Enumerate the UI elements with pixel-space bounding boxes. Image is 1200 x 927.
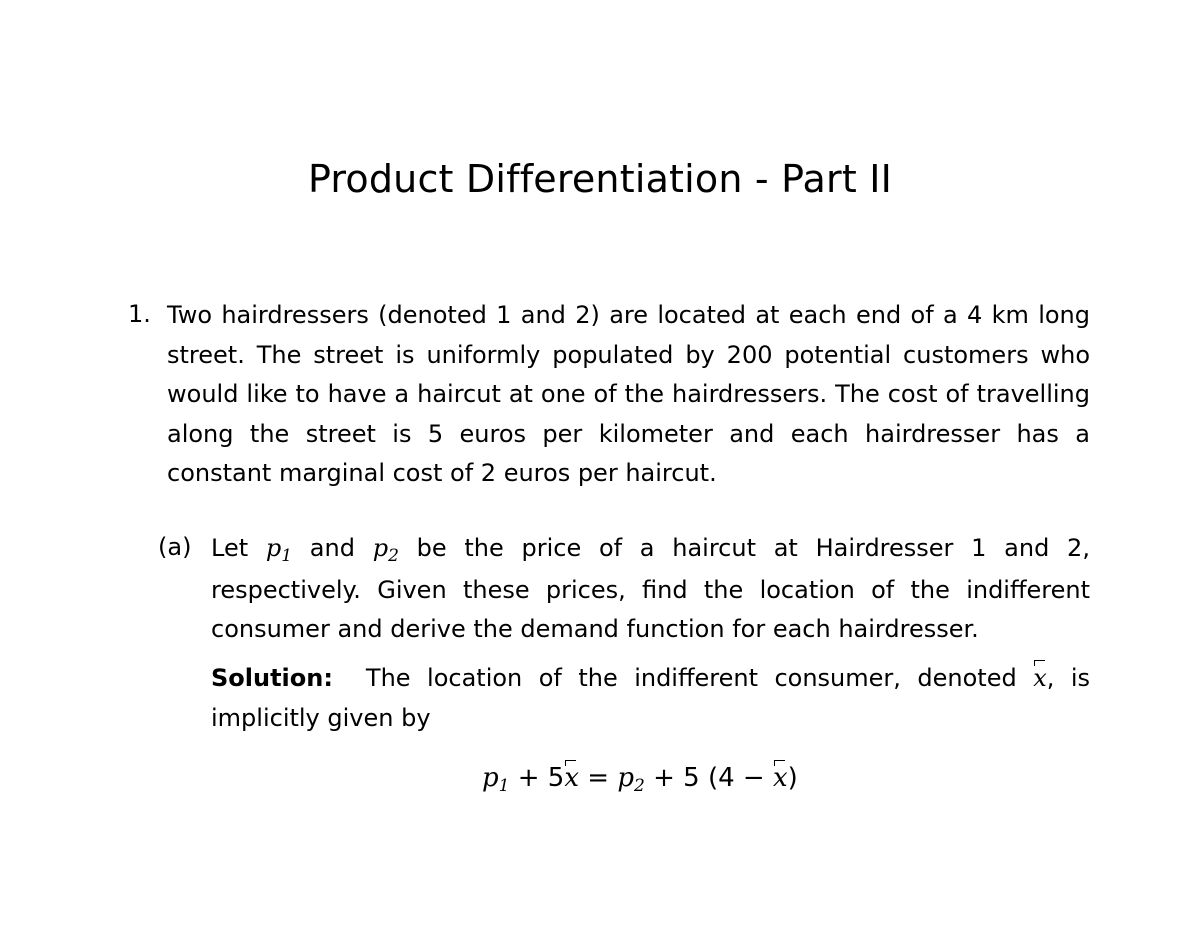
problem-number: 1. <box>128 300 151 328</box>
part-a-text <box>211 529 1090 649</box>
eq-p1: p1 <box>482 763 510 796</box>
eq-plus-5-paren: + 5 (4 − <box>653 763 765 793</box>
part-a-label: (a) <box>158 533 192 561</box>
eq-equals: = <box>587 763 610 793</box>
equation <box>482 758 798 801</box>
part-a-and: and <box>309 534 355 562</box>
eq-close-paren: ) <box>787 763 798 793</box>
var-p2: $p_2$ <box>372 534 399 566</box>
eq-x-hat-2: x <box>773 758 788 798</box>
solution-paragraph <box>211 658 1090 738</box>
solution-label: Solution: <box>211 664 333 692</box>
eq-p2: p2 <box>617 763 645 796</box>
var-x-hat: x <box>1033 658 1047 698</box>
solution-text-after: , is implicitly given by <box>211 664 1091 732</box>
eq-plus-5: + 5 <box>517 763 565 793</box>
part-a-rest: be the price of a haircut at Hairdresser 1 and 2, respectively. Given these prices, find the location of the indifferent consumer and derive the demand function for each hairdresser. <box>211 534 1090 643</box>
problem-text: Two hairdressers (denoted 1 and 2) are located at each end of a 4 km long street. The street is uniformly populated by 200 potential customers who would like to have a haircut at one of the hairdressers. The cost of travelling along the street is 5 euros per kilometer and each hairdresser has a constant marginal cost of 2 euros per haircut. <box>167 301 1090 487</box>
page-title: Product Differentiation - Part II <box>307 157 893 201</box>
eq-x-hat: x <box>564 758 579 798</box>
solution-text-before: The location of the indifferent consumer, denoted <box>365 664 1017 692</box>
var-p1: $p_1$ <box>265 534 293 566</box>
part-a-let: Let <box>211 534 249 562</box>
